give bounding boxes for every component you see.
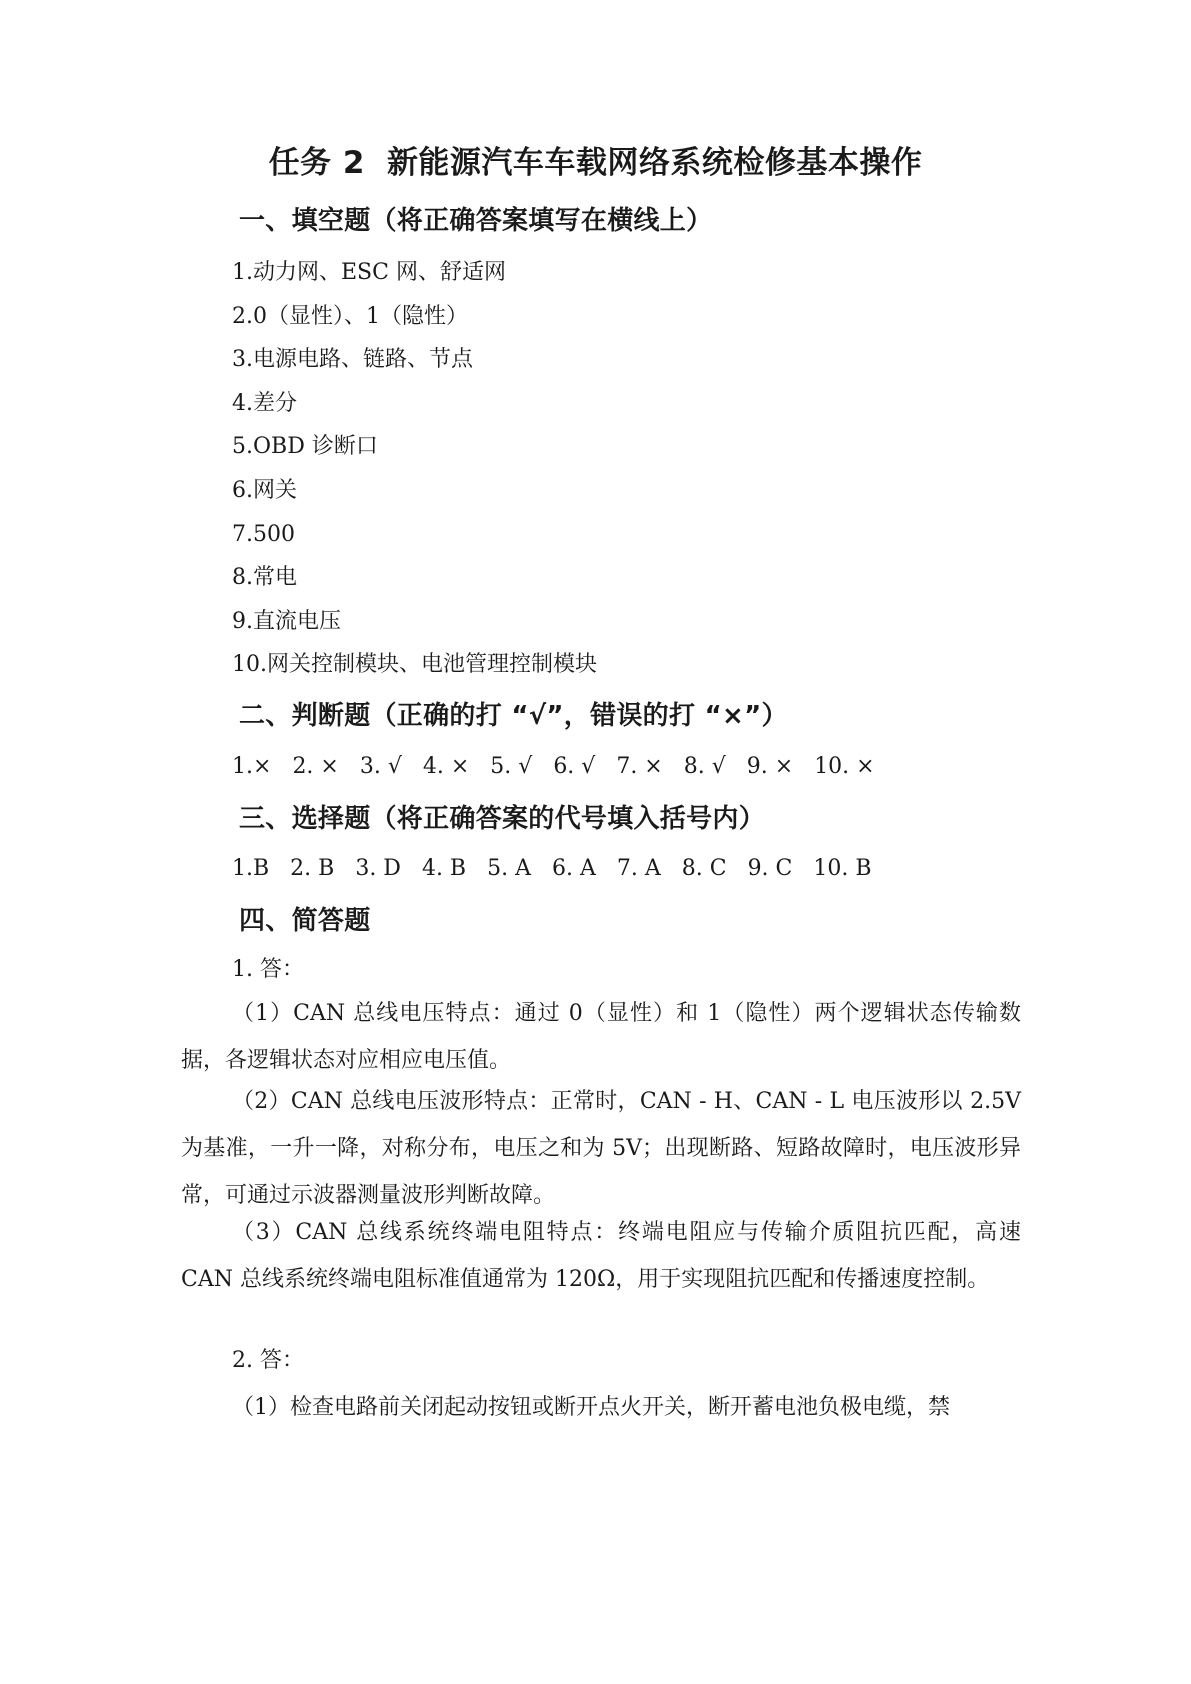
fill-in-answer: 4.差分 [232,391,297,416]
fill-in-answer: 5.OBD 诊断口 [232,434,378,459]
mc-answer: 1.B [232,856,270,881]
section-heading-short-answer: 四、简答题 [239,906,371,936]
fill-in-item [0,567,1191,589]
mc-answer: 8. C [681,856,727,881]
tf-answer: 3. √ [359,754,402,779]
multiple-choice-answer-row [232,858,1191,880]
fill-in-answer: 6.网关 [232,478,297,503]
section-short-answer [0,908,1191,934]
fill-in-item [0,393,1191,415]
title-text: 新能源汽车车载网络系统检修基本操作 [386,145,923,181]
tf-answer: 8. √ [683,754,726,779]
short-answer-q1-label: 1. 答： [232,957,304,982]
section-heading-fill-in: 一、填空题（将正确答案填写在横线上） [239,206,713,236]
document-title [0,145,1191,181]
fill-in-answer: 1.动力网、ESC 网、舒适网 [232,260,506,285]
fill-in-answer: 9.直流电压 [232,609,341,634]
mc-answer: 5. A [487,856,531,881]
tf-answer: 2. × [292,754,339,779]
document-title-block [0,145,1191,181]
title-task-number: 任务 2 [268,145,365,181]
mc-answer: 7. A [616,856,661,881]
short-answer-q1-body [181,990,1021,1084]
mc-answer: 9. C [747,856,793,881]
mc-answer: 6. A [551,856,596,881]
mc-answer: 2. B [290,856,335,881]
fill-in-answer: 2.0（显性）、1（隐性） [232,304,468,329]
tf-answer: 9. × [746,754,794,779]
fill-in-answer: 8.常电 [232,565,297,590]
section-heading-true-false: 二、判断题（正确的打 “√”，错误的打 “×”） [239,701,788,731]
fill-in-answer: 10.网关控制模块、电池管理控制模块 [232,652,597,677]
short-answer-q2-label: 2. 答： [232,1348,304,1373]
mc-answer: 3. D [355,856,401,881]
tf-answer: 1.× [232,754,272,779]
section-multiple-choice [0,806,1191,832]
tf-answer: 10. × [814,754,875,779]
short-answer-q1-paragraph-2: （2）CAN 总线电压波形特点：正常时，CAN - H、CAN - L 电压波形以 2.5V 为基准，一升一降，对称分布，电压之和为 5V；出现断路、短路故障时，电压波形异常，可通过示波器测量波形判断故障。 [181,1089,1021,1208]
short-answer-q1-label-block [0,959,1191,981]
short-answer-q2-body [181,1384,1021,1431]
short-answer-q1-paragraph-1: （1）CAN 总线电压特点：通过 0（显性）和 1（隐性）两个逻辑状态传输数据，各逻辑状态对应相应电压值。 [181,1001,1021,1073]
short-answer-q1-paragraph-3: （3）CAN 总线系统终端电阻特点：终端电阻应与传输介质阻抗匹配，高速 CAN 总线系统终端电阻标准值通常为 120Ω，用于实现阻抗匹配和传播速度控制。 [181,1220,1021,1292]
multiple-choice-answers [0,858,1191,880]
fill-in-item [0,654,1191,676]
tf-answer: 6. √ [553,754,596,779]
section-true-false [0,703,1191,729]
short-answer-q2-paragraph-1: （1）检查电路前关闭起动按钮或断开点火开关，断开蓄电池负极电缆，禁 [232,1395,950,1420]
tf-answer: 5. √ [490,754,533,779]
tf-answer: 7. × [616,754,663,779]
mc-answer: 4. B [421,856,467,881]
fill-in-item [0,436,1191,458]
fill-in-item [0,611,1191,633]
fill-in-answer: 7.500 [232,522,295,547]
fill-in-answer: 3.电源电路、链路、节点 [232,347,473,372]
tf-answer: 4. × [422,754,470,779]
section-fill-in [0,208,1191,234]
short-answer-q1-body-2 [181,1078,1021,1219]
fill-in-item [0,349,1191,371]
true-false-answers [0,756,1191,778]
fill-in-item [0,306,1191,328]
short-answer-q2-label-block [0,1350,1191,1372]
fill-in-item [0,524,1191,546]
fill-in-item [0,262,1191,284]
fill-in-item [0,480,1191,502]
mc-answer: 10. B [813,856,872,881]
section-heading-multiple-choice: 三、选择题（将正确答案的代号填入括号内） [239,804,766,834]
true-false-answer-row [232,756,1191,778]
short-answer-q1-body-3 [181,1209,1021,1303]
